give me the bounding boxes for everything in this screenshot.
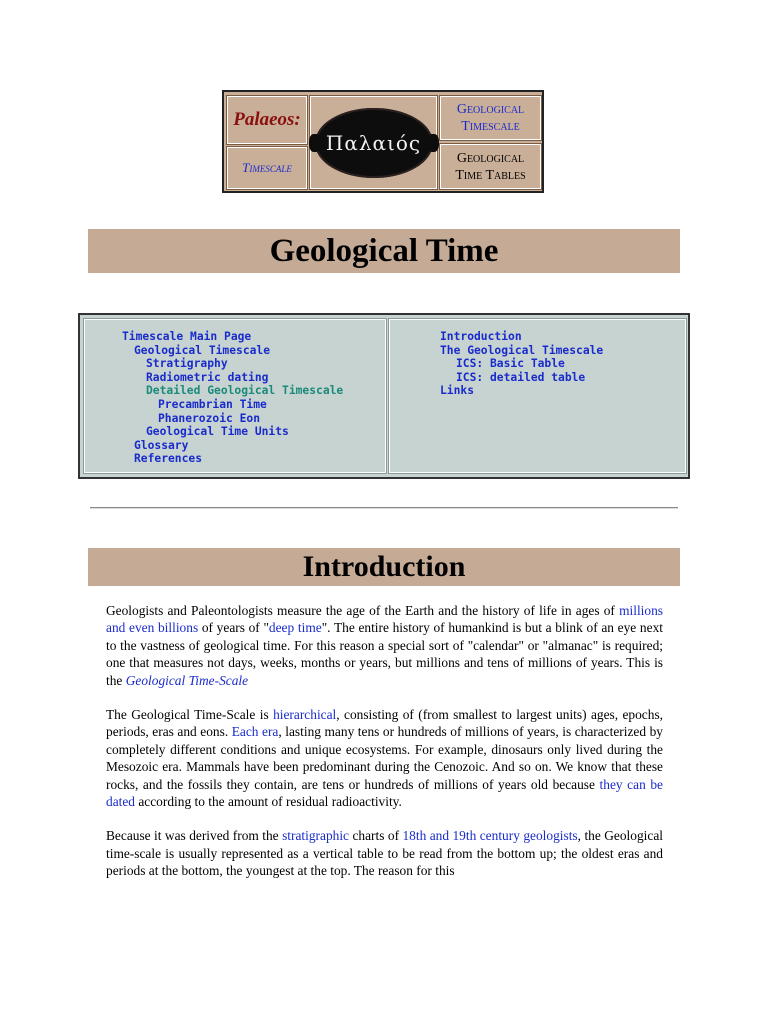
nav-link-phanerozoic-eon[interactable]: Phanerozoic Eon — [158, 411, 261, 425]
palaeos-banner — [222, 90, 544, 193]
palaeos-home-link[interactable] — [227, 96, 307, 144]
p3-text-3: , the Geological time-scale is usually represented as a vertical table to be read from the bottom up; the oldest eras and periods at the bottom, the youngest at the top. The reason for this — [106, 828, 663, 879]
link-hierarchical[interactable]: hierarchical — [273, 707, 337, 723]
p1-text-3: ". The entire history of humankind is but a blink of an eye next to the vastness of geological time. For this reason a special sort of "calendar" or "almanac" is required; one that measures not days, weeks, months or years, but millions and tens of millions of years. This is the — [106, 620, 663, 688]
section-title-introduction: Introduction — [88, 548, 680, 586]
p3-text-1: Because it was derived from the — [106, 828, 283, 844]
geological-timescale-line2: Timescale — [461, 119, 520, 134]
trilobite-icon — [315, 108, 433, 178]
link-each-era[interactable]: Each era — [231, 724, 279, 740]
page-title: Geological Time — [88, 229, 680, 273]
nav-link-the-geological-timescale[interactable]: The Geological Timescale — [440, 343, 604, 357]
nav-link-timescale-main-page[interactable]: Timescale Main Page — [122, 330, 252, 343]
trilobite-logo[interactable] — [310, 96, 437, 189]
article-body — [106, 602, 663, 897]
p2-text-1: The Geological Time-Scale is — [106, 707, 274, 723]
p2-text-2: , consisting of (from smallest to largest units) ages, epochs, periods, eras and eons. — [106, 707, 664, 740]
nav-link-links[interactable]: Links — [440, 384, 475, 398]
nav-link-glossary[interactable]: Glossary — [134, 438, 189, 452]
nav-link-precambrian-time[interactable]: Precambrian Time — [158, 397, 267, 411]
nav-link-introduction[interactable]: Introduction — [440, 330, 522, 343]
p3-text-2: charts of — [349, 828, 403, 844]
navigation-box — [78, 313, 690, 479]
link-18th-19th-century-geologists[interactable]: 18th and 19th century geologists — [402, 828, 578, 844]
nav-link-geological-time-units[interactable]: Geological Time Units — [146, 425, 289, 439]
p1-text-2: of years of " — [198, 620, 269, 636]
timescale-label: Timescale — [242, 160, 292, 175]
p1-text-1: Geologists and Paleontologists measure the age of the Earth and the history of life in ages of — [106, 603, 620, 618]
nav-link-ics-basic-table[interactable]: ICS: Basic Table — [456, 357, 565, 371]
geological-time-tables-label — [440, 144, 541, 189]
link-millions-and-even-billions[interactable]: millions and even billions — [106, 603, 663, 636]
link-deep-time[interactable]: deep time — [268, 620, 322, 636]
palaeos-label: Palaeos: — [233, 109, 301, 130]
timescale-link[interactable] — [227, 147, 307, 189]
nav-link-references[interactable]: References — [134, 452, 203, 466]
link-they-can-be-dated[interactable]: they can be dated — [106, 776, 663, 810]
link-stratigraphic[interactable]: stratigraphic — [282, 828, 350, 844]
horizontal-divider — [90, 507, 678, 509]
nav-link-ics-detailed-table[interactable]: ICS: detailed table — [456, 370, 586, 384]
nav-link-stratigraphy[interactable]: Stratigraphy — [146, 357, 228, 371]
paragraph-2 — [106, 706, 663, 810]
geological-time-tables-line2: Time Tables — [455, 167, 526, 183]
link-geological-time-scale[interactable]: Geological Time-Scale — [125, 672, 249, 688]
logo-greek-text: Παλαιός — [325, 130, 422, 155]
geological-timescale-link[interactable] — [440, 96, 541, 140]
nav-column-right — [389, 319, 686, 473]
paragraph-1 — [106, 602, 663, 689]
p2-text-3: , lasting many tens or hundreds of millions of years, is characterized by completely different conditions and unique ecosystems. For example, dinosaurs only lived during the Mesozoic era. Mammals have been predominant during the Cenozoic. And so on. We know that these rocks, and the fossils they contain, are tens or hundreds of millions of years old because — [106, 724, 663, 792]
p2-text-4: according to the amount of residual radioactivity. — [135, 794, 402, 810]
geological-time-tables-line1: Geological — [456, 150, 525, 166]
geological-timescale-line1: Geological — [456, 102, 525, 117]
paragraph-3 — [106, 827, 663, 879]
nav-link-radiometric-dating[interactable]: Radiometric dating — [146, 370, 269, 384]
nav-current-detailed-geological-timescale: Detailed Geological Timescale — [146, 384, 344, 398]
nav-link-geological-timescale[interactable]: Geological Timescale — [134, 343, 271, 357]
nav-column-left — [84, 319, 386, 473]
